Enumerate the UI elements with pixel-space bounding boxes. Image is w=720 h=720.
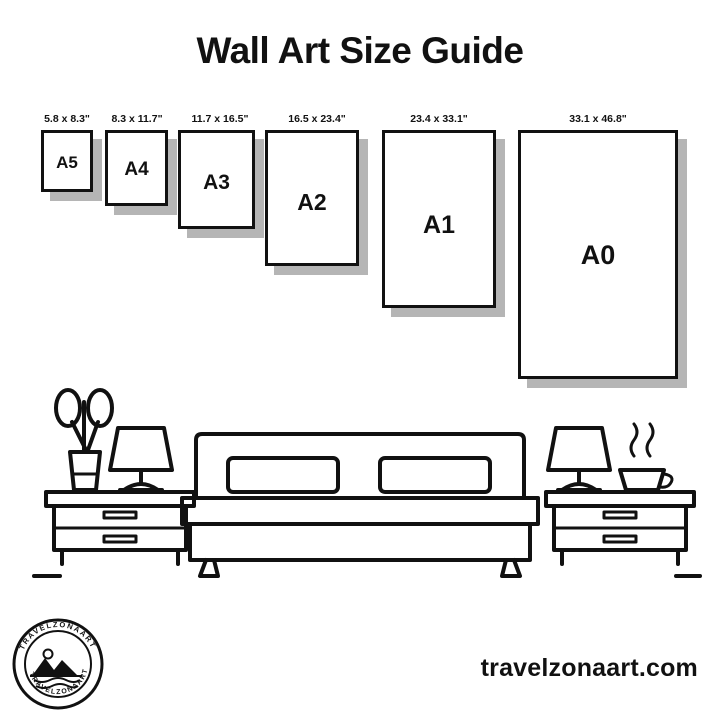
frame-dimensions-a3: 11.7 x 16.5" bbox=[191, 113, 249, 125]
nightstand-right bbox=[546, 492, 694, 564]
page-title: Wall Art Size Guide bbox=[196, 30, 524, 71]
frame-dimensions-a4: 8.3 x 11.7" bbox=[111, 113, 163, 125]
frame-name-a1: A1 bbox=[423, 211, 455, 239]
frame-name-a0: A0 bbox=[580, 240, 616, 270]
frame-name-a5: A5 bbox=[56, 153, 78, 172]
frame-dimensions-a5: 5.8 x 8.3" bbox=[44, 113, 90, 125]
vase-with-plant bbox=[56, 390, 112, 490]
table-lamp-right bbox=[548, 428, 610, 490]
table-lamp-left bbox=[110, 428, 172, 490]
brand-logo[interactable] bbox=[12, 618, 104, 710]
frame-name-a2: A2 bbox=[297, 189, 327, 215]
bed bbox=[182, 434, 538, 576]
frame-size-row bbox=[0, 105, 720, 395]
frame-box-a3 bbox=[178, 130, 255, 229]
frame-dimensions-a2: 16.5 x 23.4" bbox=[288, 113, 346, 125]
coffee-cup bbox=[620, 424, 672, 490]
logo-text-bottom: TRAVELZONAART bbox=[27, 667, 90, 697]
frame-box-a5 bbox=[41, 130, 93, 192]
logo-badge-icon bbox=[12, 618, 104, 710]
frame-box-a1 bbox=[382, 130, 496, 308]
bedroom-illustration bbox=[0, 378, 720, 608]
frame-dimensions-a1: 23.4 x 33.1" bbox=[410, 113, 468, 125]
frame-box-a4 bbox=[105, 130, 168, 206]
nightstand-left bbox=[46, 492, 194, 564]
frame-box-a0 bbox=[518, 130, 678, 379]
website-url[interactable]: travelzonaart.com bbox=[480, 654, 698, 682]
frame-box-a2 bbox=[265, 130, 359, 266]
frame-dimensions-a0: 33.1 x 46.8" bbox=[569, 113, 627, 125]
footer bbox=[0, 610, 720, 720]
bedroom-scene bbox=[0, 378, 720, 608]
frame-name-a4: A4 bbox=[124, 159, 149, 180]
frame-name-a3: A3 bbox=[203, 171, 230, 194]
logo-text-top: TRAVELZONAART bbox=[17, 619, 99, 652]
